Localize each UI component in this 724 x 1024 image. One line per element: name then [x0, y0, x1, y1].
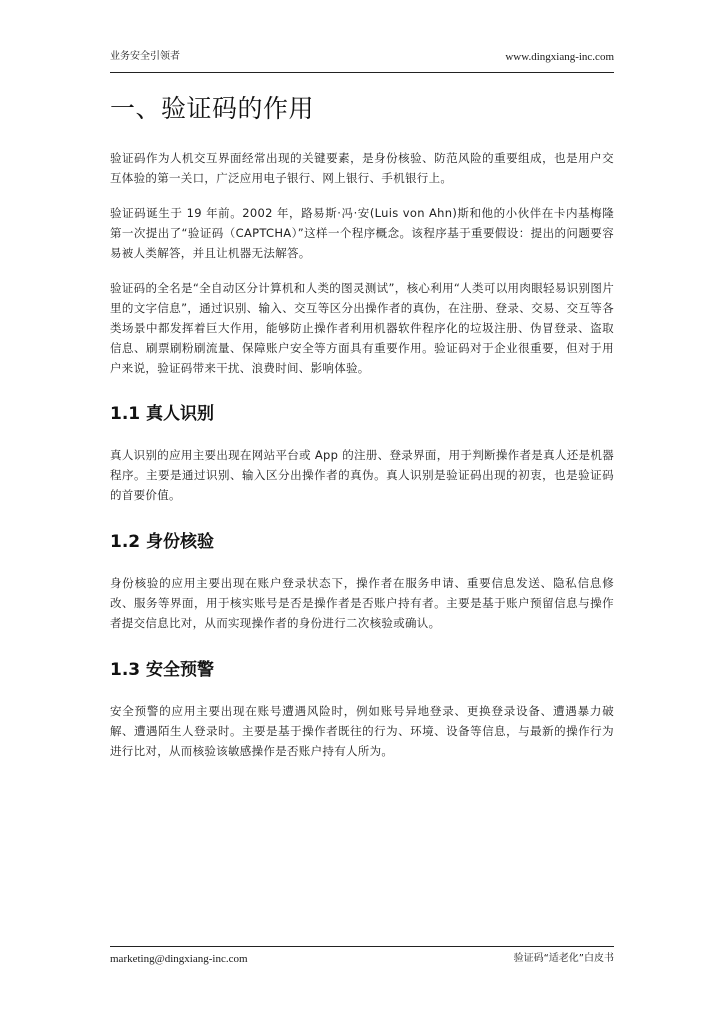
header-website-link[interactable]: www.dingxiang-inc.com	[505, 51, 614, 63]
page-content	[110, 92, 614, 761]
section-heading-security-alert: 1.3 安全预警	[110, 660, 215, 680]
section-body-identity-check: 身份核验的应用主要出现在账户登录状态下，操作者在服务申请、重要信息发送、隐私信息修改、服务等界面，用于核实账号是否是操作者是否账户持有者。主要是基于账户预留信息与操作者提交信息比对，从而实现操作者的身份进行二次核验或确认。	[110, 576, 614, 630]
header-tagline: 业务安全引领者	[110, 51, 180, 62]
section-heading-identity-check: 1.2 身份核验	[110, 532, 215, 552]
footer-email-link[interactable]: marketing@dingxiang-inc.com	[110, 953, 248, 965]
intro-paragraph-3: 验证码的全名是“全自动区分计算机和人类的图灵测试”，核心利用“人类可以用肉眼轻易识别图片里的文字信息”，通过识别、输入、交互等区分出操作者的真伪，在注册、登录、交易、交互等各类场景中都发挥着巨大作用，能够防止操作者利用机器软件程序化的垃圾注册、伪冒登录、盗取信息、刷票刷粉刷流量、保障账户安全等方面具有重要作用。验证码对于企业很重要，但对于用户来说，验证码带来干扰、浪费时间、影响体验。	[110, 281, 614, 375]
intro-paragraph-1: 验证码作为人机交互界面经常出现的关键要素，是身份核验、防范风险的重要组成，也是用户交互体验的第一关口，广泛应用电子银行、网上银行、手机银行上。	[110, 151, 614, 185]
page-header	[110, 50, 614, 73]
section-body-security-alert: 安全预警的应用主要出现在账号遭遇风险时，例如账号异地登录、更换登录设备、遭遇暴力破解、遭遇陌生人登录时。主要是基于操作者既往的行为、环境、设备等信息，与最新的操作行为进行比对，从而核验该敏感操作是否账户持有人所为。	[110, 704, 614, 758]
section-heading-real-person: 1.1 真人识别	[110, 404, 215, 424]
intro-paragraph-2: 验证码诞生于 19 年前。2002 年，路易斯·冯·安(Luis von Ahn)斯和他的小伙伴在卡内基梅隆第一次提出了“验证码（CAPTCHA）”这样一个程序概念。该程序基于重要假设：提出的问题要容易被人类解答，并且让机器无法解答。	[110, 206, 614, 260]
page-footer	[110, 946, 614, 966]
footer-document-title: 验证码“适老化”白皮书	[513, 953, 614, 964]
section-body-real-person: 真人识别的应用主要出现在网站平台或 App 的注册、登录界面，用于判断操作者是真人还是机器程序。主要是通过识别、输入区分出操作者的真伪。真人识别是验证码出现的初衷，也是验证码的首要价值。	[110, 448, 614, 502]
page-title: 一、验证码的作用	[110, 94, 315, 123]
